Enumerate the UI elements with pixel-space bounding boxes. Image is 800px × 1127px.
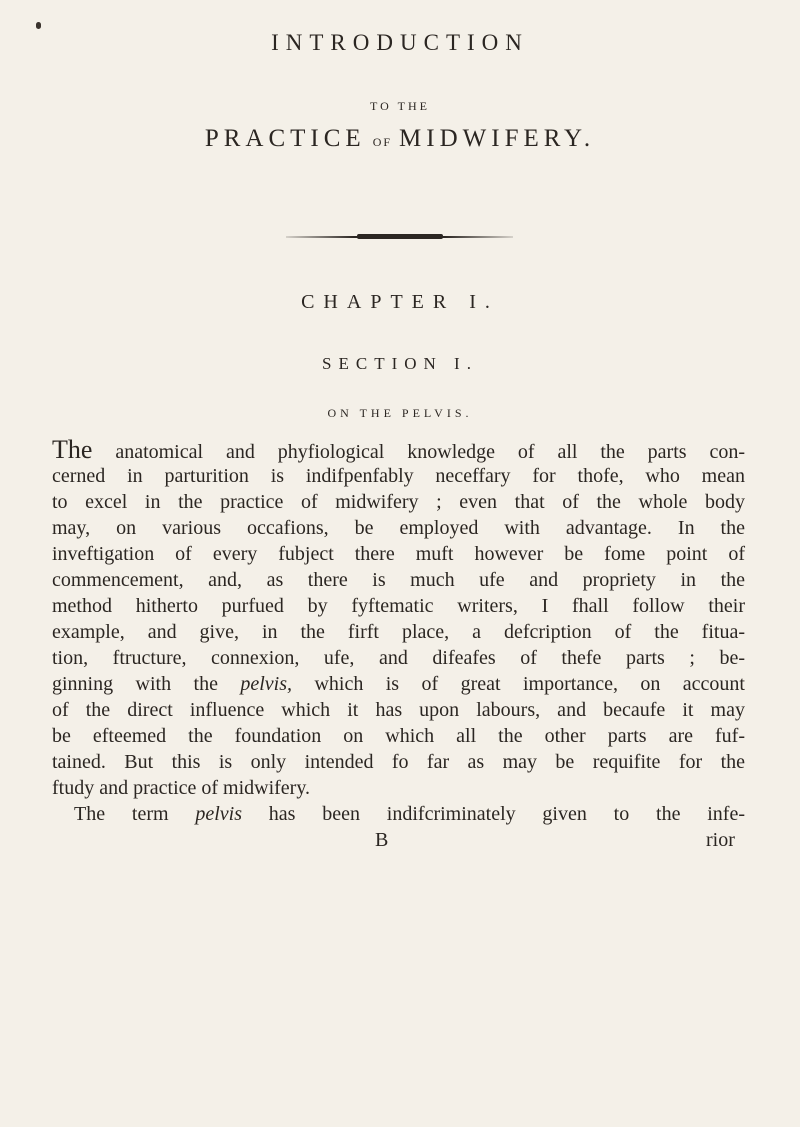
section-heading: SECTION I. <box>322 354 478 373</box>
title-of: OF <box>372 135 393 149</box>
title-practice: PRACTICE <box>204 125 366 152</box>
ornamental-rule-center <box>357 234 443 239</box>
body-line: ftudy and practice of midwifery. <box>52 777 311 799</box>
body-line: example, and give, in the firft place, a defcription of the fitua- <box>52 621 745 643</box>
body-line: ginning with the pelvis, which is of great importance, on account <box>52 673 745 695</box>
body-line: tion, ftructure, connexion, ufe, and difeafes of thefe parts ; be- <box>52 647 745 669</box>
body-line: inveftigation of every fubject there muft however be fome point of <box>52 543 745 565</box>
drop-the: The <box>52 435 93 464</box>
section-title: ON THE PELVIS. <box>327 406 473 420</box>
catchword: rior <box>706 829 735 851</box>
body-line: The anatomical and phyfiological knowledge of all the parts con- <box>52 435 745 464</box>
body-line: method hitherto purfued by fyftematic writers, I fhall follow their <box>52 595 745 617</box>
body-line: The term pelvis has been indifcriminately given to the infe- <box>74 803 745 825</box>
ink-speck <box>36 22 41 29</box>
body-line: commencement, and, as there is much ufe and propriety in the <box>52 569 745 591</box>
signature-mark: B <box>375 829 389 851</box>
title-practice-of-midwifery <box>0 125 800 153</box>
chapter-heading: CHAPTER I. <box>301 291 499 313</box>
body-line: may, on various occafions, be employed with advantage. In the <box>52 517 745 539</box>
title-introduction: INTRODUCTION <box>271 30 529 55</box>
body-line: be efteemed the foundation on which all the other parts are fuf- <box>52 725 745 747</box>
body-line: of the direct influence which it has upon labours, and becaufe it may <box>52 699 745 721</box>
title-to-the: TO THE <box>370 99 430 113</box>
body-line: tained. But this is only intended fo far as may be requifite for the <box>52 751 745 773</box>
body-line: to excel in the practice of midwifery ; even that of the whole body <box>52 491 745 513</box>
body-line: cerned in parturition is indifpenfably neceffary for thofe, who mean <box>52 465 745 487</box>
title-midwifery: MIDWIFERY. <box>399 125 596 152</box>
